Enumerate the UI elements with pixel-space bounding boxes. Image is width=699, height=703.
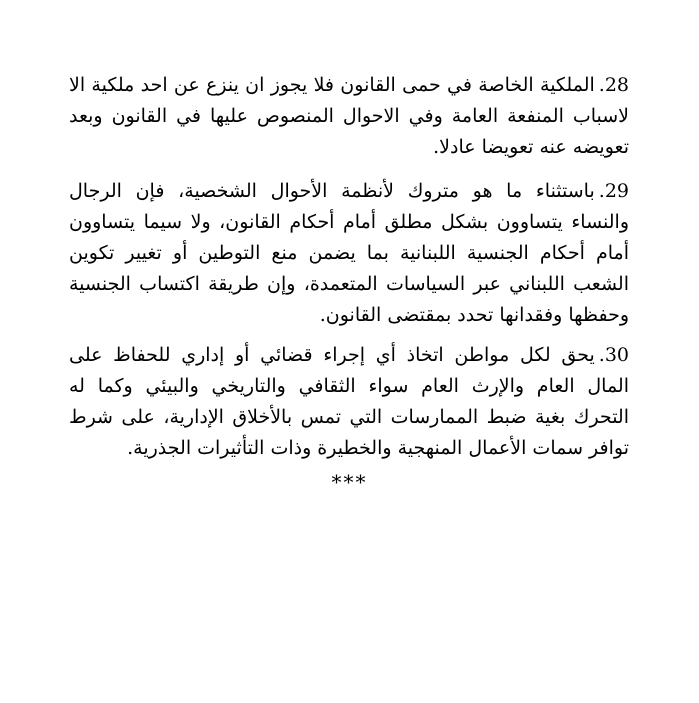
article-number: 28. (598, 74, 629, 96)
article-28 (69, 70, 629, 163)
article-text: باستثناء ما هو متروك لأنظمة الأحوال الشخصية، فإن الرجال والنساء يتساوون بشكل مطلق أمام أحكام القانون، ولا سيما يتساوون أمام أحكام الجنسية اللبنانية بما يضمن منع التوطين أو تغيير تكوين الشعب اللبناني عبر السياسات المتعمدة، وإن طريقة اكتساب الجنسية وحفظها وفقدانها تحدد بمقتضى القانون. (69, 180, 629, 326)
article-29 (69, 176, 629, 331)
article-text: الملكية الخاصة في حمى القانون فلا يجوز ان ينزع عن احد ملكية الا لاسباب المنفعة العامة وفي الاحوال المنصوص عليها في القانون وبعد تعويضه عنه تعويضا عادلا. (69, 74, 629, 158)
section-separator: *** (331, 470, 368, 494)
article-30 (69, 340, 629, 464)
article-text: يحق لكل مواطن اتخاذ أي إجراء قضائي أو إداري للحفاظ على المال العام والإرث العام سواء الثقافي والتاريخي والبيئي وكما له التحرك بغية ضبط الممارسات التي تمس بالأخلاق الإدارية، على شرط توافر سمات الأعمال المنهجية والخطيرة وذات التأثيرات الجذرية. (69, 344, 629, 459)
article-number: 29. (598, 180, 629, 202)
article-number: 30. (598, 344, 629, 366)
